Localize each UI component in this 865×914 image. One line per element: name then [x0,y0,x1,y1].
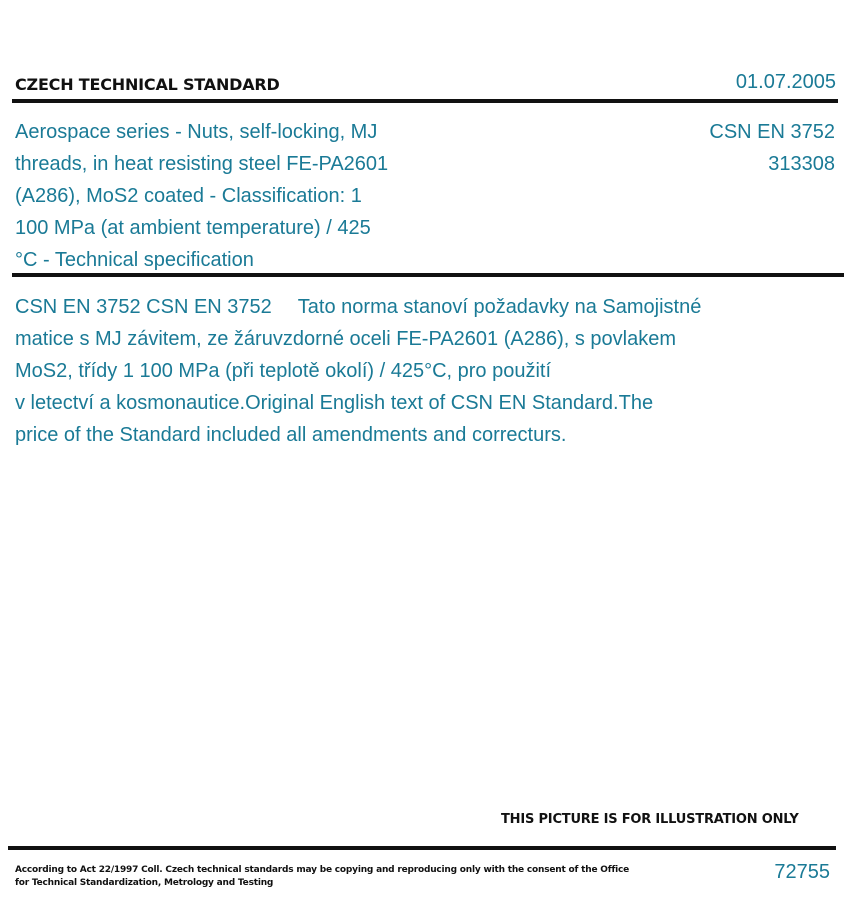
document-number: 72755 [774,861,830,883]
header-divider [12,99,838,103]
title-divider [12,273,844,277]
standard-title-line: (A286), MoS2 coated - Classification: 1 [15,185,362,207]
standard-title-line: 100 MPa (at ambient temperature) / 425 [15,217,371,239]
description-line: matice s MJ závitem, ze žáruvzdorné oceli FE-PA2601 (A286), s povlakem [15,328,676,350]
standard-title-line: Aerospace series - Nuts, self-locking, MJ [15,121,378,143]
description-line: v letectví a kosmonautice.Original English text of CSN EN Standard.The [15,392,654,414]
standard-code: CSN EN 3752 [709,121,835,143]
legal-notice [15,864,629,890]
description-line: price of the Standard included all amendments and correcturs. [15,424,567,446]
description-first-line: Tato norma stanoví požadavky na Samojistné [297,296,702,318]
standard-description [15,291,775,451]
standard-title [15,116,435,276]
catalog-number: 313308 [768,153,835,175]
legal-notice-line: for Technical Standardization, Metrology and Testing [15,878,274,888]
description-line: MoS2, třídy 1 100 MPa (při teplotě okolí) / 425°C, pro použití [15,360,552,382]
description-line [15,291,775,323]
document-header-title: CZECH TECHNICAL STANDARD [15,75,280,94]
standard-title-line: threads, in heat resisting steel FE-PA2601 [15,153,389,175]
description-codes: CSN EN 3752 CSN EN 3752 [15,296,272,318]
footer-divider [8,846,836,850]
standard-title-line: °C - Technical specification [15,249,254,271]
illustration-notice: THIS PICTURE IS FOR ILLUSTRATION ONLY [501,812,799,827]
legal-notice-line: According to Act 22/1997 Coll. Czech technical standards may be copying and reproducing only with the consent of the Office [15,865,630,875]
publication-date: 01.07.2005 [735,71,836,93]
standard-identifiers [709,116,835,180]
